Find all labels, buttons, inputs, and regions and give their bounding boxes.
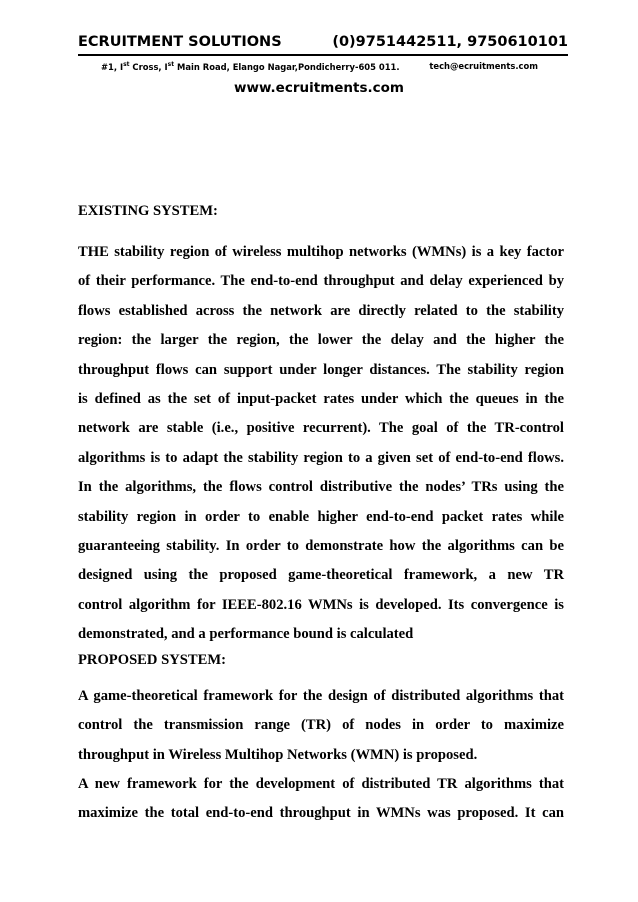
text-line: control the transmission range (TR) of nodes in order to maximize <box>78 717 564 734</box>
header-rule <box>78 54 568 56</box>
text-line: guaranteeing stability. In order to demonstrate how the algorithms can be <box>78 537 564 554</box>
existing-system-heading: EXISTING SYSTEM: <box>78 203 218 219</box>
company-email: tech@ecruitments.com <box>429 61 538 71</box>
text-line: algorithms is to adapt the stability region to a given set of end-to-end flows. <box>78 449 564 466</box>
text-line: throughput in Wireless Multihop Networks (WMN) is proposed. <box>78 746 478 763</box>
company-name: ECRUITMENT SOLUTIONS <box>78 34 282 50</box>
text-line: demonstrated, and a performance bound is calculated <box>78 626 414 643</box>
text-line: A new framework for the development of distributed TR algorithms that <box>78 776 564 792</box>
text-line: region: the larger the region, the lower the delay and the higher the <box>78 332 564 349</box>
text-line: maximize the total end-to-end throughput in WMNs was proposed. It can <box>78 805 564 822</box>
text-line: of their performance. The end-to-end throughput and delay experienced by <box>78 273 564 290</box>
text-line: In the algorithms, the flows control distributive the nodes’ TRs using the <box>78 479 564 496</box>
proposed-system-paragraph-1 <box>78 682 564 770</box>
text-line: flows established across the network are directly related to the stability <box>78 302 564 319</box>
proposed-system-paragraph-2 <box>78 770 564 829</box>
text-line: is defined as the set of input-packet rates under which the queues in the <box>78 390 564 407</box>
text-line: throughput flows can support under longer distances. The stability region <box>78 361 564 378</box>
company-website: www.ecruitments.com <box>234 80 404 96</box>
letterhead-top-row <box>78 34 568 56</box>
text-line: THE stability region of wireless multihop networks (WMNs) is a key factor <box>78 244 564 260</box>
proposed-system-heading: PROPOSED SYSTEM: <box>78 652 226 668</box>
existing-system-paragraph <box>78 238 564 649</box>
company-address: #1, Ist Cross, Ist Main Road, Elango Nagar,Pondicherry-605 011. <box>101 61 400 72</box>
text-line: A game-theoretical framework for the design of distributed algorithms that <box>78 688 564 704</box>
phone-numbers: (0)9751442511, 9750610101 <box>332 34 568 50</box>
text-line: stability region in order to enable higher end-to-end packet rates while <box>78 508 564 525</box>
text-line: designed using the proposed game-theoretical framework, a new TR <box>78 567 564 584</box>
text-line: control algorithm for IEEE-802.16 WMNs is developed. Its convergence is <box>78 596 564 613</box>
text-line: network are stable (i.e., positive recurrent). The goal of the TR-control <box>78 420 564 437</box>
letterhead-address-row <box>101 61 538 75</box>
